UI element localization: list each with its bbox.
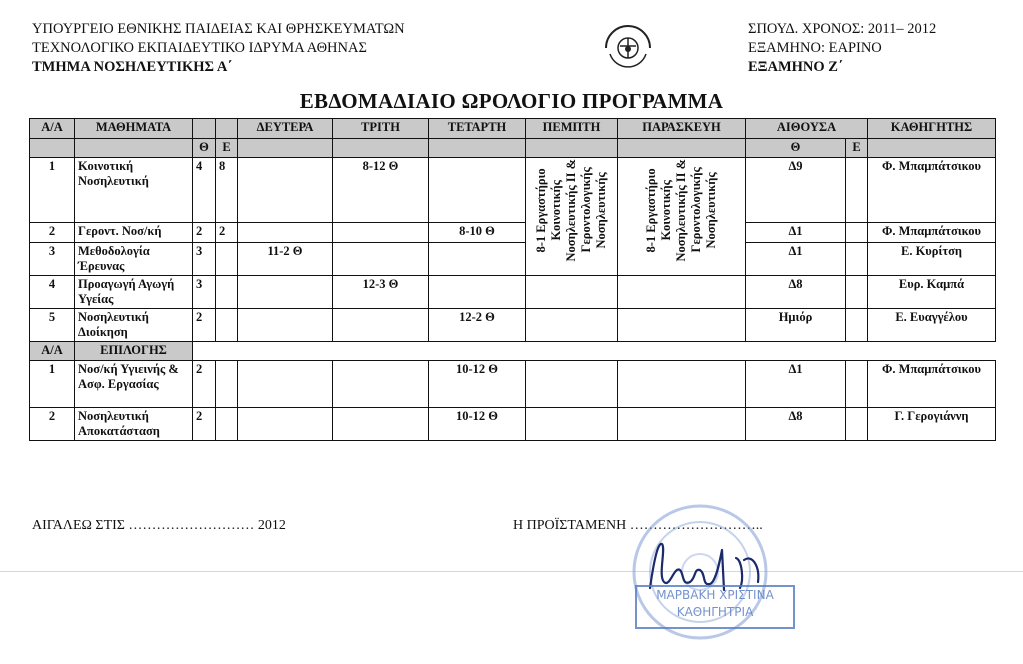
row-number: 1 bbox=[30, 158, 75, 223]
lab-hours bbox=[216, 276, 238, 309]
subject-name: Κοινοτική Νοσηλευτική bbox=[75, 158, 193, 223]
header-left bbox=[32, 20, 405, 77]
wednesday-slot bbox=[429, 276, 526, 309]
subject-name: Νοσηλευτική Διοίκηση bbox=[75, 309, 193, 342]
table-row bbox=[30, 408, 996, 441]
room-epsilon: Ε bbox=[846, 139, 868, 158]
tuesday-slot: 12-3 Θ bbox=[333, 276, 429, 309]
room-theta: Θ bbox=[746, 139, 846, 158]
col-epsilon: Ε bbox=[216, 139, 238, 158]
col-teacher: ΚΑΘΗΓΗΤΗΣ bbox=[868, 119, 996, 139]
room: Δ9 bbox=[746, 158, 846, 223]
room: Δ1 bbox=[746, 243, 846, 276]
institute-line: ΤΕΧΝΟΛΟΓΙΚΟ ΕΚΠΑΙΔΕΥΤΙΚΟ ΙΔΡΥΜΑ ΑΘΗΝΑΣ bbox=[32, 40, 367, 56]
subheader-row bbox=[30, 139, 996, 158]
header-row bbox=[30, 119, 996, 139]
theory-hours: 2 bbox=[193, 408, 216, 441]
theory-hours: 2 bbox=[193, 223, 216, 243]
room: Ημιόρ bbox=[746, 309, 846, 342]
lab-hours: 2 bbox=[216, 223, 238, 243]
stamp-name: ΜΑΡΒΑΚΗ ΧΡΙΣΤΙΝΑ bbox=[656, 588, 774, 602]
theory-hours: 3 bbox=[193, 276, 216, 309]
institution-logo bbox=[600, 20, 656, 76]
page-title: ΕΒΔΟΜΑΔΙΑΙΟ ΩΡΟΛΟΓΙΟ ΠΡΟΓΡΑΜΜΑ bbox=[299, 89, 724, 113]
friday-lab: 8-1 Εργαστήριο Κοινοτικής Νοσηλευτικής ΙΙ & Γεροντολογικής Νοσηλευτικής bbox=[618, 158, 746, 276]
lab-hours bbox=[216, 243, 238, 276]
wednesday-slot bbox=[429, 158, 526, 223]
subject-name: Προαγωγή Αγωγή Υγείας bbox=[75, 276, 193, 309]
academic-year: ΣΠΟΥΔ. ΧΡΟΝΟΣ: 2011– 2012 bbox=[748, 21, 937, 37]
row-number: 3 bbox=[30, 243, 75, 276]
tuesday-slot bbox=[333, 223, 429, 243]
wednesday-slot: 10-12 Θ bbox=[429, 408, 526, 441]
teacher: Φ. Μπαμπάτσικου bbox=[868, 361, 996, 408]
header-right bbox=[748, 20, 936, 77]
monday-slot bbox=[238, 309, 333, 342]
logo-seal-icon bbox=[606, 26, 650, 67]
theory-hours: 4 bbox=[193, 158, 216, 223]
lab-hours: 8 bbox=[216, 158, 238, 223]
subject-name: Νοσ/κή Υγιεινής & Ασφ. Εργασίας bbox=[75, 361, 193, 408]
row-number: 5 bbox=[30, 309, 75, 342]
schedule-table bbox=[29, 118, 996, 441]
subject-name: Γεροντ. Νοσ/κή bbox=[75, 223, 193, 243]
theory-hours: 2 bbox=[193, 361, 216, 408]
col-friday: ΠΑΡΑΣΚΕΥΗ bbox=[618, 119, 746, 139]
department-line: ΤΜΗΜΑ ΝΟΣΗΛΕΥΤΙΚΗΣ Α΄ bbox=[32, 59, 233, 75]
place-date-line: ΑΙΓΑΛΕΩ ΣΤΙΣ ……………………… 2012 bbox=[32, 518, 286, 533]
room: Δ1 bbox=[746, 361, 846, 408]
teacher: Φ. Μπαμπάτσικου bbox=[868, 223, 996, 243]
wednesday-slot: 8-10 Θ bbox=[429, 223, 526, 243]
ministry-line: ΥΠΟΥΡΓΕΙΟ ΕΘΝΙΚΗΣ ΠΑΙΔΕΙΑΣ ΚΑΙ ΘΡΗΣΚΕΥΜΑΤΩΝ bbox=[32, 21, 405, 37]
room: Δ8 bbox=[746, 276, 846, 309]
col-tuesday: ΤΡΙΤΗ bbox=[333, 119, 429, 139]
col-monday: ΔΕΥΤΕΡΑ bbox=[238, 119, 333, 139]
teacher: Ευρ. Καμπά bbox=[868, 276, 996, 309]
stamp-title: ΚΑΘΗΓΗΤΡΙΑ bbox=[676, 605, 754, 619]
monday-slot bbox=[238, 223, 333, 243]
wednesday-slot: 10-12 Θ bbox=[429, 361, 526, 408]
col-subjects: ΜΑΘΗΜΑΤΑ bbox=[75, 119, 193, 139]
scan-divider bbox=[0, 571, 1023, 572]
row-number: 1 bbox=[30, 361, 75, 408]
row-number: 2 bbox=[30, 223, 75, 243]
theory-hours: 3 bbox=[193, 243, 216, 276]
col-theta: Θ bbox=[193, 139, 216, 158]
col-wednesday: ΤΕΤΑΡΤΗ bbox=[429, 119, 526, 139]
tuesday-slot bbox=[333, 243, 429, 276]
table-row bbox=[30, 158, 996, 223]
table-row bbox=[30, 276, 996, 309]
row-number: 2 bbox=[30, 408, 75, 441]
lab-hours bbox=[216, 309, 238, 342]
wednesday-slot bbox=[429, 243, 526, 276]
electives-label: ΕΠΙΛΟΓΗΣ bbox=[75, 342, 193, 361]
thursday-lab: 8-1 Εργαστήριο Κοινοτικής Νοσηλευτικής ΙΙ & Γεροντολογικής Νοσηλευτικής bbox=[526, 158, 618, 276]
table-row bbox=[30, 243, 996, 276]
name-stamp bbox=[635, 585, 795, 629]
monday-slot bbox=[238, 276, 333, 309]
electives-header-row bbox=[30, 342, 996, 361]
teacher: Φ. Μπαμπάτσικου bbox=[868, 158, 996, 223]
teacher: Γ. Γερογιάννη bbox=[868, 408, 996, 441]
subject-name: Νοσηλευτική Αποκατάσταση bbox=[75, 408, 193, 441]
electives-aa: Α/Α bbox=[30, 342, 75, 361]
table-row bbox=[30, 361, 996, 408]
table-row bbox=[30, 223, 996, 243]
monday-slot: 11-2 Θ bbox=[238, 243, 333, 276]
wednesday-slot: 12-2 Θ bbox=[429, 309, 526, 342]
tuesday-slot: 8-12 Θ bbox=[333, 158, 429, 223]
col-aa: Α/Α bbox=[30, 119, 75, 139]
head-nurse-line: Η ΠΡΟΪΣΤΑΜΕΝΗ ……………………….. bbox=[513, 518, 763, 533]
col-room: ΑΙΘΟΥΣΑ bbox=[746, 119, 868, 139]
col-thursday: ΠΕΜΠΤΗ bbox=[526, 119, 618, 139]
table-row bbox=[30, 309, 996, 342]
tuesday-slot bbox=[333, 309, 429, 342]
row-number: 4 bbox=[30, 276, 75, 309]
room: Δ1 bbox=[746, 223, 846, 243]
teacher: Ε. Κυρίτση bbox=[868, 243, 996, 276]
monday-slot bbox=[238, 158, 333, 223]
semester-number: ΕΞΑΜΗΝΟ Ζ΄ bbox=[748, 59, 843, 75]
subject-name: Μεθοδολογία Έρευνας bbox=[75, 243, 193, 276]
semester-season: ΕΞΑΜΗΝΟ: ΕΑΡΙΝΟ bbox=[748, 40, 882, 56]
room: Δ8 bbox=[746, 408, 846, 441]
teacher: Ε. Ευαγγέλου bbox=[868, 309, 996, 342]
theory-hours: 2 bbox=[193, 309, 216, 342]
